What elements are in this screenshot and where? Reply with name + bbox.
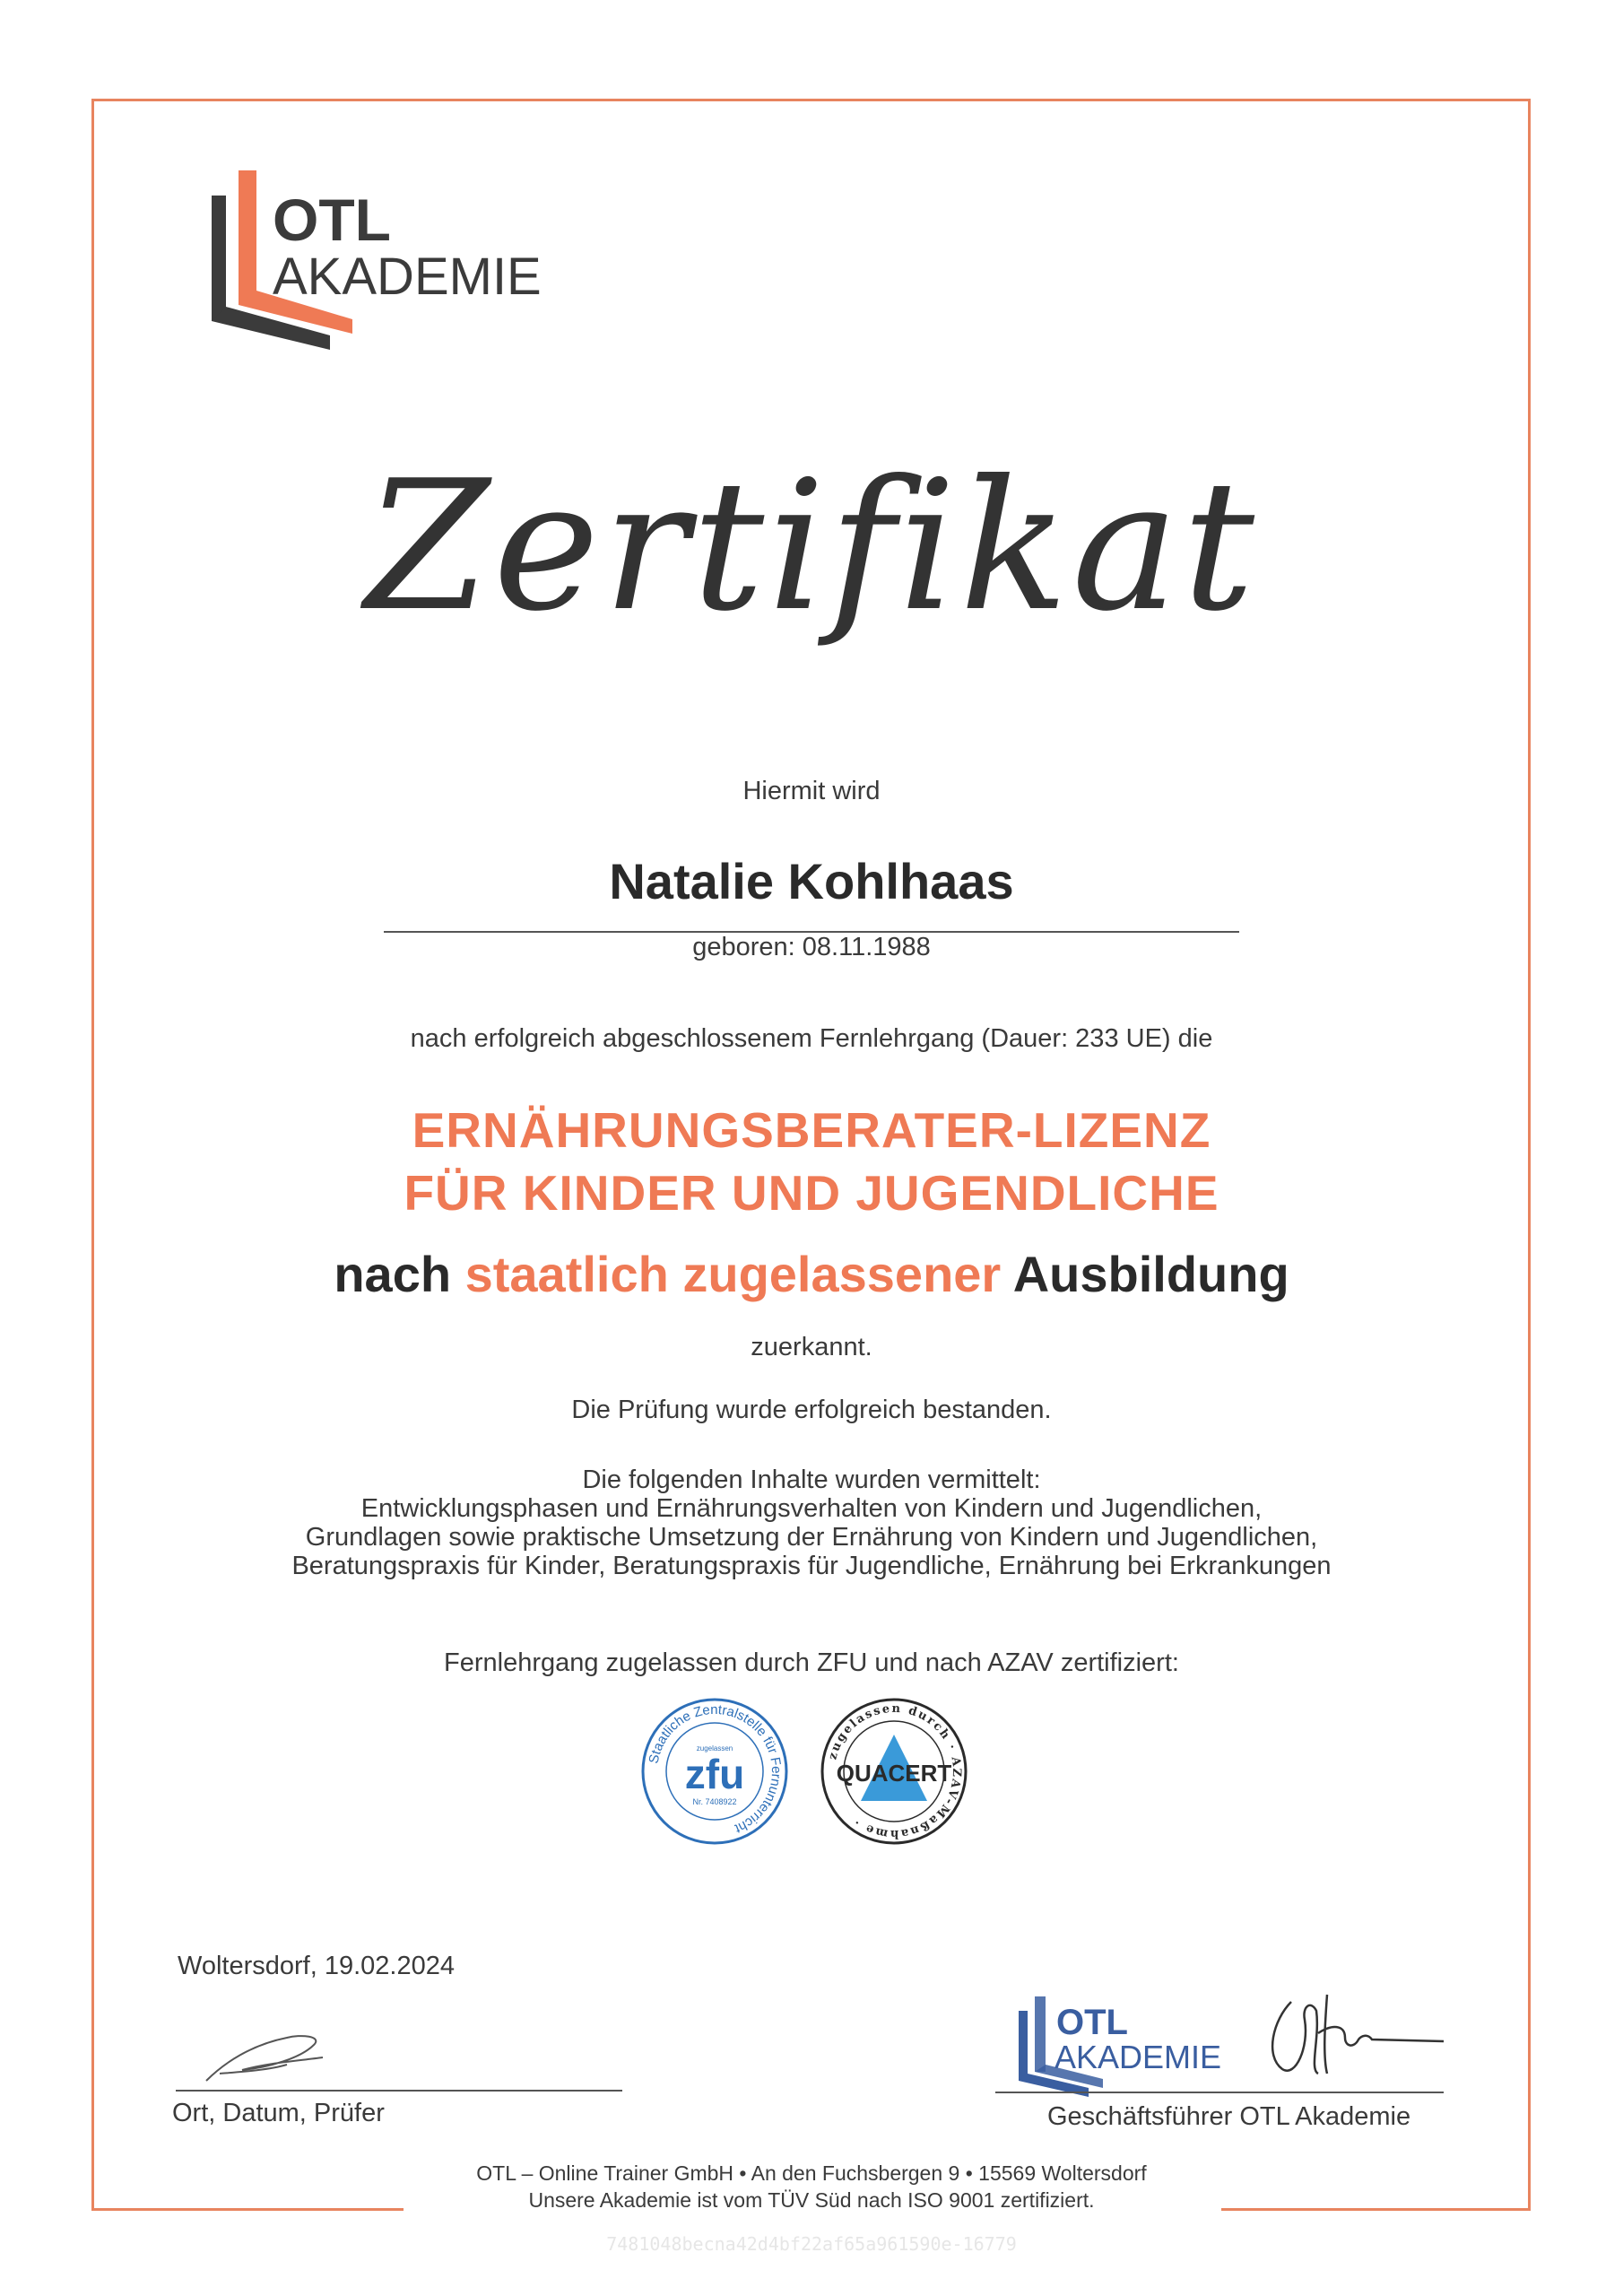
content-item: Beratungspraxis für Kinder, Beratungspraxis für Jugendliche, Ernährung bei Erkrankungen xyxy=(291,1552,1332,1580)
signature-line-right xyxy=(995,2092,1444,2093)
place-date: Woltersdorf, 19.02.2024 xyxy=(178,1952,455,1980)
content-item: Grundlagen sowie praktische Umsetzung der Ernährung von Kindern und Jugendlichen, xyxy=(305,1523,1318,1552)
examiner-label: Ort, Datum, Prüfer xyxy=(172,2099,385,2127)
otl-akademie-logo xyxy=(204,170,608,350)
license-title-line2: FÜR KINDER UND JUGENDLICHE xyxy=(404,1165,1219,1221)
content-item: Entwicklungsphasen und Ernährungsverhalten von Kindern und Jugendlichen, xyxy=(360,1494,1263,1523)
logo-line1: OTL xyxy=(273,187,391,253)
footer-certification: Unsere Akademie ist vom TÜV Süd nach ISO 9001 zertifiziert. xyxy=(528,2188,1095,2212)
subtitle-part2: Ausbildung xyxy=(1012,1246,1289,1302)
subtitle xyxy=(0,1245,1623,1303)
zfu-seal-small: zugelassen xyxy=(696,1744,733,1752)
intro-text: Hiermit wird xyxy=(742,777,881,805)
stamp-logo-line1: OTL xyxy=(1056,2003,1128,2042)
certificate-title: Zertifikat xyxy=(364,442,1259,651)
quacert-seal xyxy=(818,1695,970,1848)
zfu-seal-logo: zfu xyxy=(684,1751,745,1797)
birth-date: geboren: 08.11.1988 xyxy=(692,933,931,961)
quacert-seal-logo: QUACERT xyxy=(836,1760,952,1787)
signature-line-left xyxy=(176,2090,622,2092)
awarded-text: zuerkannt. xyxy=(751,1333,872,1361)
recipient-name: Natalie Kohlhaas xyxy=(609,853,1014,909)
logo-line2: AKADEMIE xyxy=(273,248,542,306)
document-hash: 7481048becna42d4bf22af65a961590e-16779 xyxy=(606,2233,1017,2255)
director-label: Geschäftsführer OTL Akademie xyxy=(1047,2102,1411,2131)
otl-akademie-stamp-logo xyxy=(1013,1993,1273,2099)
exam-passed-text: Die Prüfung wurde erfolgreich bestanden. xyxy=(571,1396,1052,1424)
license-title-line1: ERNÄHRUNGSBERATER-LIZENZ xyxy=(412,1102,1211,1158)
subtitle-highlight: staatlich zugelassener xyxy=(464,1246,1002,1302)
quacert-seal-ring-text: zugelassen durch · AZAV-Maßnahme · xyxy=(826,1701,964,1841)
zfu-seal-ring-text: Staatliche Zentralstelle für Fernunterricht xyxy=(646,1701,785,1837)
contents-heading: Die folgenden Inhalte wurden vermittelt: xyxy=(582,1465,1041,1494)
director-signature xyxy=(1255,1984,1453,2092)
examiner-signature xyxy=(188,2018,350,2090)
approval-line: Fernlehrgang zugelassen durch ZFU und nach AZAV zertifiziert: xyxy=(444,1648,1179,1677)
stamp-logo-line2: AKADEMIE xyxy=(1055,2039,1222,2075)
course-line: nach erfolgreich abgeschlossenem Fernlehrgang (Dauer: 233 UE) die xyxy=(410,1024,1213,1053)
zfu-seal-number: Nr. 7408922 xyxy=(692,1797,737,1806)
subtitle-part1: nach xyxy=(334,1246,452,1302)
footer-address: OTL – Online Trainer GmbH • An den Fuchsbergen 9 • 15569 Woltersdorf xyxy=(476,2161,1147,2185)
frame-border-top xyxy=(91,99,1531,101)
zfu-seal xyxy=(638,1695,791,1848)
